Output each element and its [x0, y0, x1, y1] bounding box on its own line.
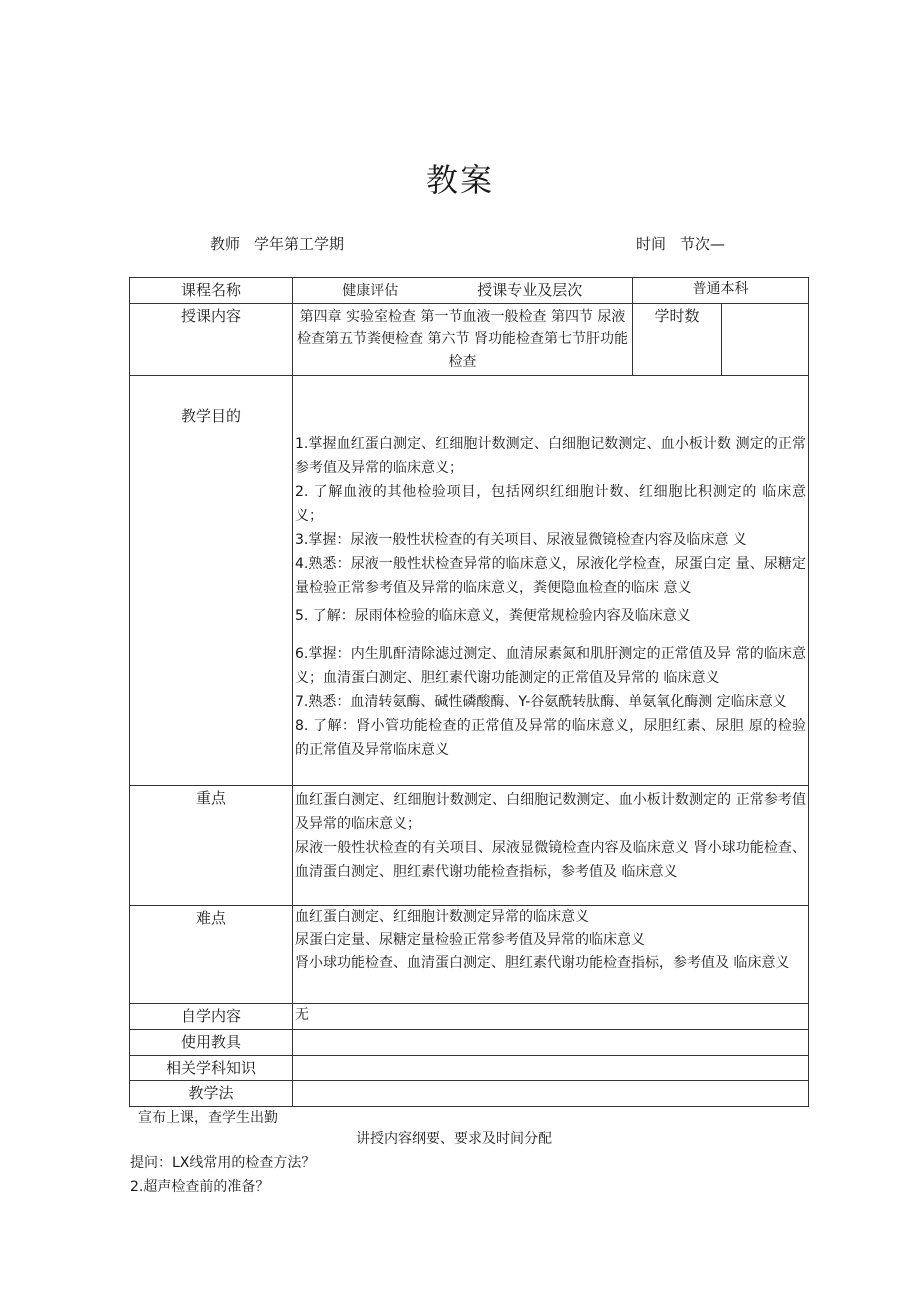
key-point: 尿液一般性状检查的有关项目、尿液显微镜检查内容及临床意义 肾小球功能检查、血清蛋白测定、胆红素代谢功能检查指标，参考值及 临床意义 — [295, 840, 806, 881]
hours-value — [722, 304, 809, 376]
course-label: 课程名称 — [130, 278, 293, 304]
objective-item: 1.掌握血红蛋白测定、红细胞计数测定、白细胞记数测定、血小板计数 测定的正常参考值及异常的临床意义； — [295, 436, 806, 477]
content-label: 授课内容 — [130, 304, 293, 376]
objective-item: 4.熟悉：尿液一般性状检查异常的临床意义，尿液化学检查，尿蛋白定 量、尿糖定量检验正常参考值及异常的临床意义，粪便隐血检查的临床 意义 — [295, 556, 806, 597]
footer-line: 讲授内容纲要、要求及时间分配 — [356, 1131, 552, 1147]
footer-line: 提问：LX线常用的检查方法？ — [130, 1155, 316, 1171]
key-label: 重点 — [130, 786, 293, 906]
difficult-point: 血红蛋白测定、红细胞计数测定异常的临床意义 — [295, 909, 589, 926]
hours-label: 学时数 — [633, 304, 722, 376]
major-label: 授课专业及层次 — [477, 281, 583, 299]
key-row — [130, 786, 809, 906]
tools-label: 使用教具 — [130, 1029, 293, 1055]
self-study-value: 无 — [293, 1004, 809, 1030]
course-value: 健康评估 — [342, 283, 399, 299]
major-value: 普通本科 — [633, 278, 809, 304]
difficult-row — [130, 906, 809, 1004]
page-title: 教案 — [425, 161, 494, 199]
difficult-point: 尿蛋白定量、尿糖定量检验正常参考值及异常的临床意义 — [295, 932, 645, 949]
course-row — [130, 278, 809, 304]
teacher-label: 教师 — [210, 235, 241, 253]
related-label: 相关学科知识 — [130, 1055, 293, 1081]
objective-item: 2. 了解血液的其他检验项目，包括网织红细胞计数、红细胞比积测定的 临床意义； — [295, 484, 806, 525]
course-cell — [293, 278, 633, 304]
objective-item: 6.掌握：内生肌酐清除滤过测定、血清尿素氮和肌肝测定的正常值及异 常的临床意义；血清蛋白测定、胆红素代谢功能测定的正常值及异常的 临床意义 — [295, 646, 806, 687]
tools-value — [293, 1029, 809, 1055]
difficult-cell — [293, 906, 809, 1004]
self-study-label: 自学内容 — [130, 1004, 293, 1030]
objectives-cell — [293, 376, 809, 786]
self-study-row — [130, 1004, 809, 1030]
difficult-point: 肾小球功能检查、血清蛋白测定、胆红素代谢功能检查指标，参考值及 临床意义 — [295, 955, 790, 972]
method-row — [130, 1081, 809, 1107]
method-value — [293, 1081, 809, 1107]
objective-item: 5. 了解：尿雨体检验的临床意义，粪便常规检验内容及临床意义 — [295, 608, 691, 625]
objective-item: 7.熟悉：血清转氨酶、碱性磷酸酶、Y-谷氨酰转肽酶、单氨氧化酶测 定临床意义 — [295, 694, 787, 711]
tools-row — [130, 1029, 809, 1055]
key-point: 血红蛋白测定、红细胞计数测定、白细胞记数测定、血小板计数测定的 正常参考值及异常的临床意义； — [295, 792, 806, 833]
objective-item: 8. 了解：肾小管功能检查的正常值及异常的临床意义，尿胆红素、尿胆 原的检验的正常值及异常临床意义 — [295, 718, 806, 759]
objectives-row — [130, 376, 809, 786]
footer-line: 宣布上课，查学生出勤 — [138, 1110, 278, 1126]
footer-line: 2.超声检查前的准备？ — [130, 1179, 270, 1195]
method-label: 教学法 — [130, 1081, 293, 1107]
content-value: 第四章 实验室检查 第一节血液一般检查 第四节 尿液检查第五节粪便检查 第六节 肾功能检查第七节肝功能检查 — [293, 304, 633, 376]
related-row — [130, 1055, 809, 1081]
term-label: 学年第工学期 — [254, 235, 345, 253]
key-cell — [293, 786, 809, 906]
time-label: 时间 — [636, 235, 667, 253]
content-row — [130, 304, 809, 376]
difficult-label: 难点 — [130, 906, 293, 1004]
objectives-label: 教学目的 — [130, 376, 293, 786]
objective-item: 3.掌握：尿液一般性状检查的有关项目、尿液显微镜检查内容及临床意 义 — [295, 532, 747, 549]
related-value — [293, 1055, 809, 1081]
lesson-plan-table — [129, 277, 809, 1107]
session-label: 节次— — [680, 235, 726, 253]
